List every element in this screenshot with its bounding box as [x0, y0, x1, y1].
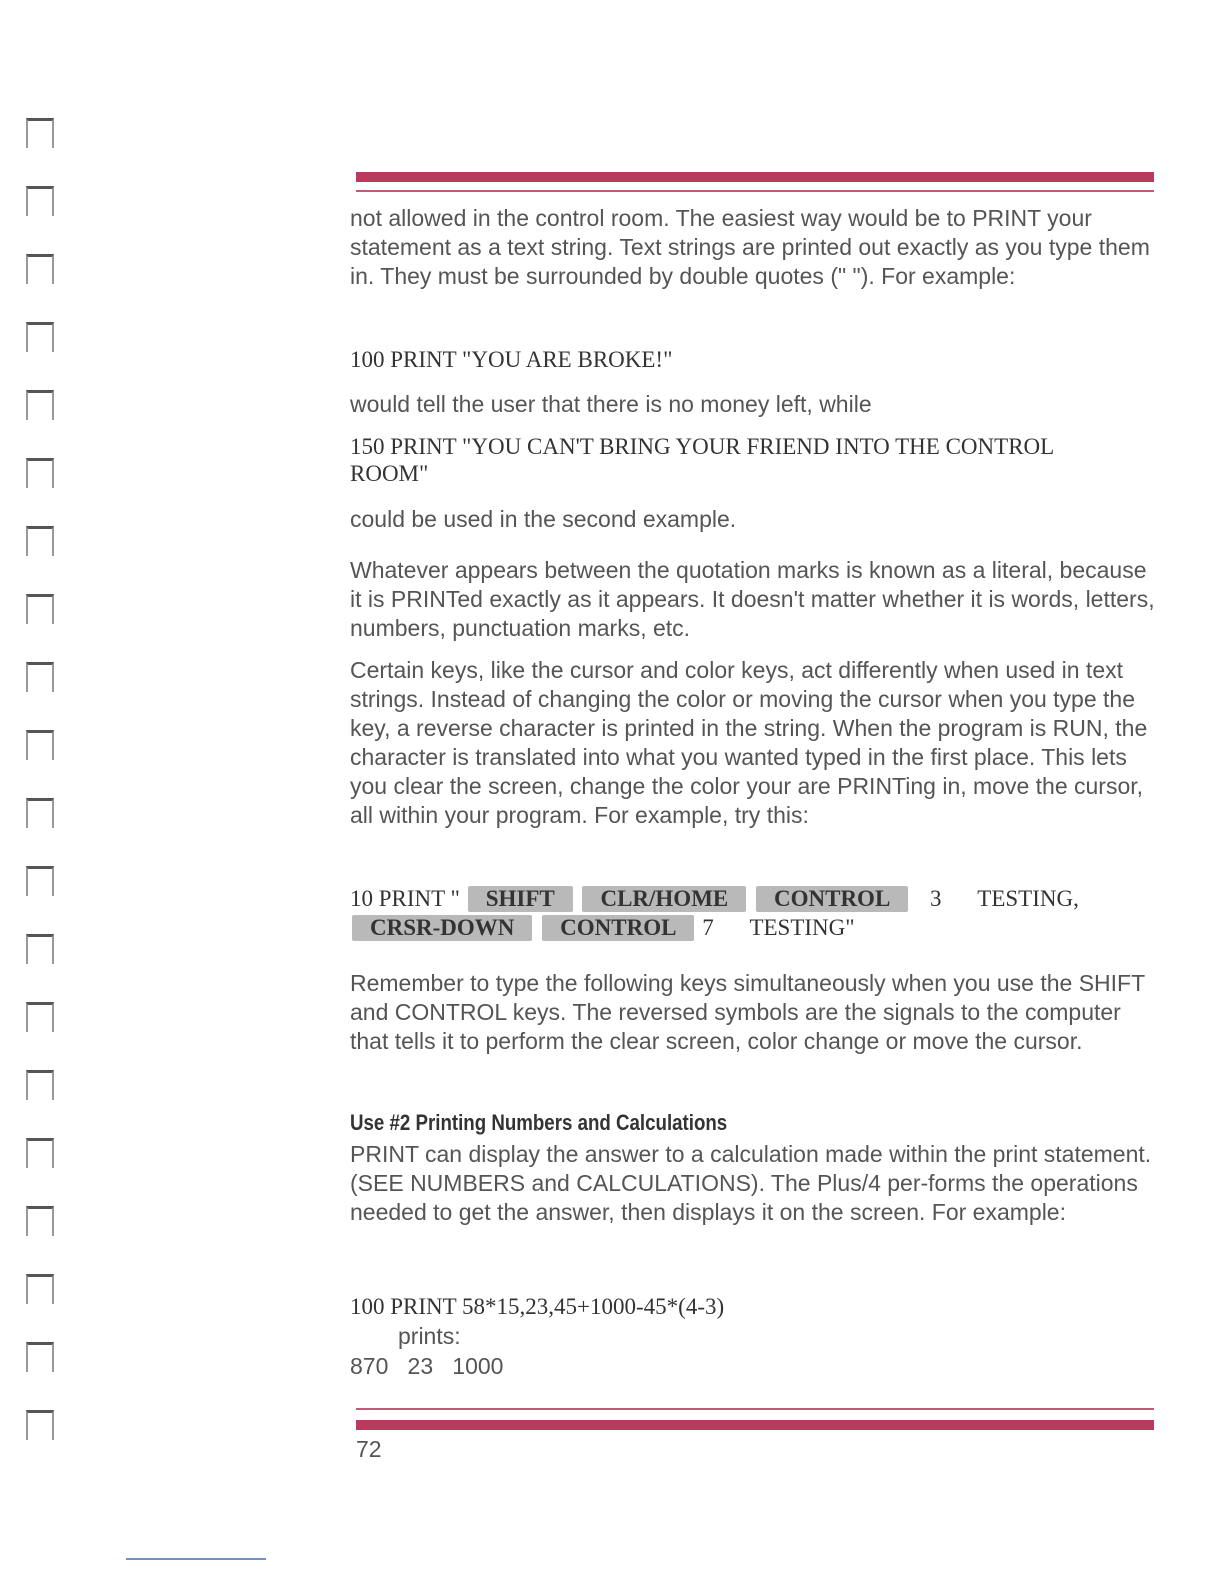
paragraph-7: PRINT can display the answer to a calculation made within the print statement. (SEE NUMBERS and CALCULATIONS). The Plus/4 per-forms the operations needed to get the answer, then displays it on the screen. For example: — [350, 1141, 1152, 1225]
literal-text: TESTING, — [977, 886, 1079, 911]
binding-ring — [26, 866, 54, 896]
paragraph-6: Remember to type the following keys simultaneously when you use the SHIFT and CONTROL keys. The reversed symbols are the signals to the computer that tells it to perform the clear screen, color change or move the cursor. — [350, 970, 1145, 1054]
binding-ring — [26, 458, 54, 488]
key-control: CONTROL — [542, 915, 694, 941]
literal-text: TESTING" — [749, 915, 855, 940]
binding-ring — [26, 186, 54, 216]
key-crsr-down: CRSR-DOWN — [352, 915, 532, 941]
binding-ring — [26, 118, 54, 148]
top-thin-rule — [356, 190, 1154, 192]
code-example-4: 100 PRINT 58*15,23,45+1000-45*(4-3) — [350, 1294, 725, 1319]
code-prefix: 10 PRINT " — [350, 886, 460, 911]
footer-line — [126, 1558, 266, 1560]
binding-ring — [26, 1002, 54, 1032]
binding-ring — [26, 730, 54, 760]
binding-ring — [26, 322, 54, 352]
binding-ring — [26, 934, 54, 964]
paragraph-5: Certain keys, like the cursor and color keys, act differently when used in text strings. Instead of changing the color or moving the cursor when you type the key, a reverse character is printed in the string. When the program is RUN, the character is translated into what you wanted typed in the first place. This lets you clear the screen, change the color your are PRINTing in, move the cursor, all within your program. For example, try this: — [350, 657, 1148, 828]
page-number: 72 — [356, 1436, 382, 1462]
paragraph-2: would tell the user that there is no money left, while — [350, 391, 872, 417]
program-output: 870 23 1000 — [350, 1353, 504, 1379]
key-clr-home: CLR/HOME — [582, 886, 746, 912]
section-heading: Use #2 Printing Numbers and Calculations — [350, 1110, 728, 1135]
color-digit: 3 — [930, 886, 942, 911]
binding-ring — [26, 662, 54, 692]
binding-ring — [26, 1206, 54, 1236]
code-example-1: 100 PRINT "YOU ARE BROKE!" — [350, 347, 673, 372]
binding-ring — [26, 1342, 54, 1372]
paragraph-3: could be used in the second example. — [350, 506, 737, 532]
top-accent-rule — [356, 172, 1154, 182]
key-shift: SHIFT — [468, 886, 573, 912]
binding-ring — [26, 594, 54, 624]
paragraph-1: not allowed in the control room. The easiest way would be to PRINT your statement as a text string. Text strings are printed out exactly as you type them in. They must be surrounded by double quotes (" "). For example: — [350, 205, 1150, 289]
binding-ring — [26, 254, 54, 284]
binding-ring — [26, 390, 54, 420]
code-example-3 — [350, 884, 1156, 942]
binding-ring — [26, 1070, 54, 1100]
spiral-binding — [26, 118, 58, 1448]
binding-ring — [26, 1138, 54, 1168]
binding-ring — [26, 798, 54, 828]
key-control: CONTROL — [756, 886, 908, 912]
binding-ring — [26, 1410, 54, 1440]
code-example-2: 150 PRINT "YOU CAN'T BRING YOUR FRIEND INTO THE CONTROL ROOM" — [350, 434, 1054, 486]
bottom-thin-rule — [356, 1408, 1154, 1410]
paragraph-4: Whatever appears between the quotation marks is known as a literal, because it is PRINTed exactly as it appears. It doesn't matter whether it is words, letters, numbers, punctuation marks, etc. — [350, 557, 1155, 641]
prints-label: prints: — [398, 1323, 461, 1349]
bottom-accent-rule — [356, 1420, 1154, 1430]
color-digit: 7 — [702, 915, 714, 940]
binding-ring — [26, 1274, 54, 1304]
binding-ring — [26, 526, 54, 556]
